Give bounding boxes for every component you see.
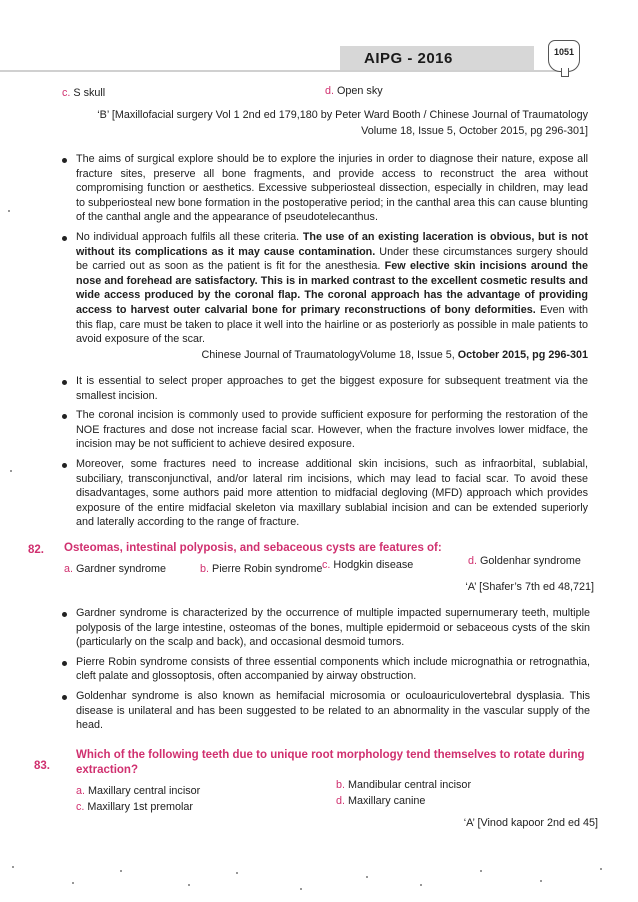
q83-option-a: a. Maxillary central incisor [76,785,201,797]
list-item: The aims of surgical explore should be to explore the injuries in order to diagnose their nature, expose all fracture sites, preserve all bone fragments, and provide access to reconstruct the area without compromising function or aesthetics. Excessive subperiosteal dissection, especially in children, may lead to subperiosteal new bone formation in the postoperative period; in the canthal area this can cause blunting of the canthal angle and the appearance of pseudotelecanthus. [60,152,588,225]
q83-reference: ‘A’ [Vinod kapoor 2nd ed 45] [463,817,598,829]
list-item: Pierre Robin syndrome consists of three essential components which include micrognathia or retrognathia, cleft palate and glossoptosis, often accompanied by airway obstruction. [60,655,590,684]
q83-option-d: d. Maxillary canine [336,795,426,807]
list-item: Gardner syndrome is characterized by the occurrence of multiple impacted supernumerary teeth, multiple polyposis of the large intestine, osteomas of the bones, multiple epidermoid or sebaceous cysts of the skin (particularly on the scalp and back), and occasional desmoid tumors. [60,606,590,650]
bullet-icon [62,158,67,163]
q82-explanation-list [60,606,590,738]
bullet-icon [62,612,67,617]
list-item: It is essential to select proper approaches to get the biggest exposure for subsequent treatment via the smallest incision. [60,374,588,403]
q81-option-c: c. S skull [62,87,106,99]
q82-number: 82. [28,544,44,556]
q82-option-d: d. Goldenhar syndrome [468,555,581,567]
header-rule [0,70,560,72]
list-item: Moreover, some fractures need to increase additional skin incisions, such as infraorbital, sublabial, subciliary, transconjunctival, and/or lateral rim incisions, which may lead to facial scar. To avoid these disadvantages, some authors paid more attention to midfacial degloving (MFD) approach which provides exposure of the entire midfacial skeleton via maxillary sublabial incision and can be extended superiorly and laterally according to the range of fracture. [60,457,588,530]
bullet-icon [62,380,67,385]
list-item: Goldenhar syndrome is also known as hemifacial microsomia or oculoauriculovertebral dysplasia. This disease is unilateral and has been suggested to be related to an abnormality in the vascular supply of the head. [60,689,590,733]
q81-reference-line2: Volume 18, Issue 5, October 2015, pg 296-301] [361,125,588,137]
bullet-icon [62,236,67,241]
bullet-icon [62,463,67,468]
list-item: The coronal incision is commonly used to provide sufficient exposure for performing the restoration of the NOE fractures and dose not increase facial scar. However, when the fracture involves lower midface, the incision may be not sufficient to achieve desired exposure. [60,408,588,452]
list-item: No individual approach fulfils all these criteria. The use of an existing laceration is obvious, but is not without its complications as it may cause contamination. Under these circumstances surgery should be carried out as soon as the patient is fit for the anesthesia. Few elective skin incisions around the nose and forehead are satisfactory. This is in marked contrast to the excellent cosmetic results and wide access produced by the coronal flap. The coronal approach has the advantage of providing access to harvest outer calvarial bone for primary reconstructions of bony deformities. Even with this flap, care must be taken to place it well into the hairline or as posteriorly as possible in male patients to avoid exposure of the scar. [60,230,588,347]
q81-explanation-list-2 [60,374,588,535]
journal-reference: Chinese Journal of TraumatologyVolume 18, Issue 5, October 2015, pg 296-301 [201,349,588,361]
q82-option-c: c. Hodgkin disease [322,559,414,571]
bullet-icon [62,661,67,666]
q81-explanation-list-1 [60,152,588,352]
q82-question: Osteomas, intestinal polyposis, and sebaceous cysts are features of: [64,542,442,554]
q81-option-d: d. Open sky [325,85,383,97]
q83-number: 83. [34,760,50,772]
q82-option-a: a. Gardner syndrome [64,563,167,575]
q83-option-c: c. Maxillary 1st premolar [76,801,194,813]
q82-option-b: b. Pierre Robin syndrome [200,563,323,575]
q83-question: Which of the following teeth due to unique root morphology tend themselves to rotate during extraction? [76,749,585,776]
q82-reference: ‘A’ [Shafer’s 7th ed 48,721] [465,581,594,593]
q83-option-b: b. Mandibular central incisor [336,779,472,791]
q81-reference-line1: ‘B’ [Maxillofacial surgery Vol 1 2nd ed 179,180 by Peter Ward Booth / Chinese Journal of Traumatology [97,109,588,121]
bullet-icon [62,695,67,700]
bullet-icon [62,414,67,419]
page-number-tooth-badge: 1051 [548,40,580,72]
page-header-title: AIPG - 2016 [364,50,453,67]
